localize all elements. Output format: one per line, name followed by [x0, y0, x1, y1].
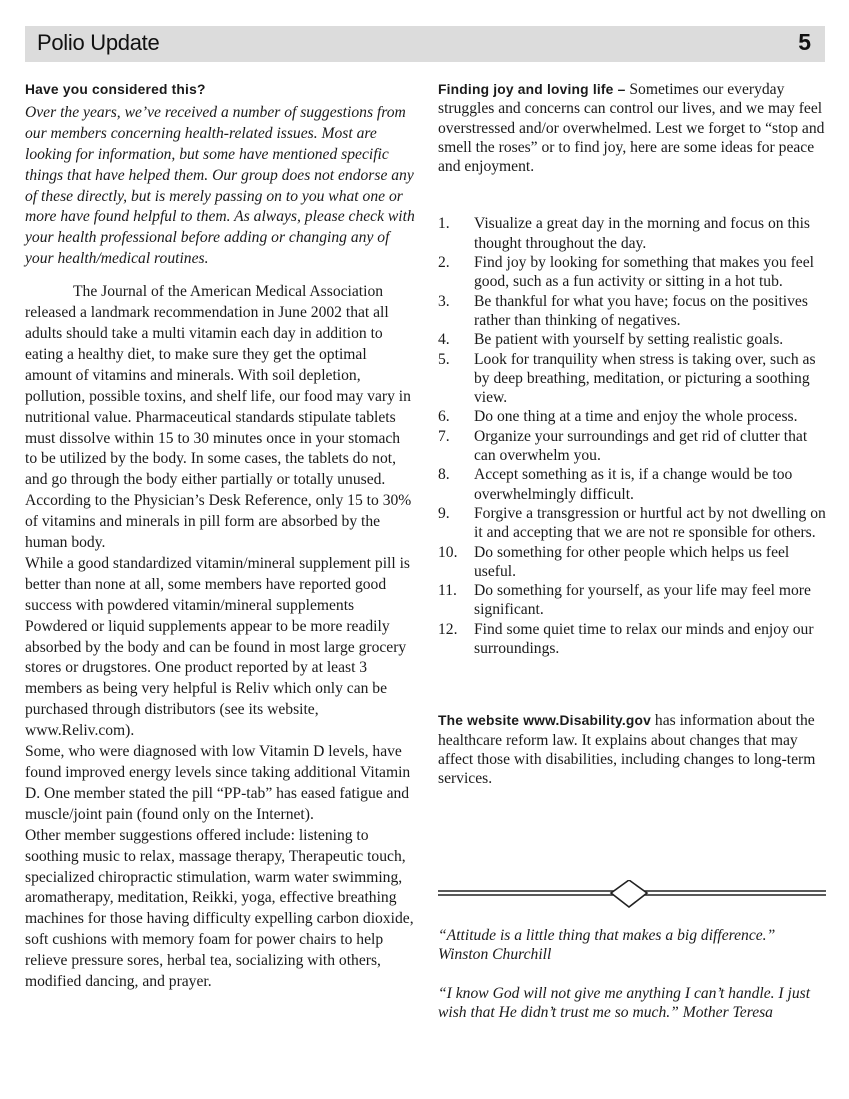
list-item: 1. Visualize a great day in the morning and focus on this thought throughout the day. [438, 215, 810, 252]
quotes-section [438, 926, 826, 1022]
list-item: 5. Look for tranquility when stress is taking over, such as by deep breathing, meditation, or picturing a soothing view. [438, 350, 816, 407]
joy-intro: Sometimes our everyday struggles and concerns can control our lives, and we may feel overstressed and/or overwhelmed. Lest we forget to “stop and smell the roses” or to find joy, here are some ideas for peace and enjoyment. [438, 81, 825, 176]
joy-paragraph [438, 80, 828, 176]
diamond-divider [438, 880, 826, 908]
list-item: 7. Organize your surroundings and get rid of clutter that can overwhelm you. [438, 427, 808, 465]
list-item: 12. Find some quiet time to relax our minds and enjoy our surroundings. [438, 620, 814, 658]
website-text: has information about the healthcare reform law. It explains about changes that may affect those with disabilities, including changes to long-term services. [438, 712, 816, 788]
list-item: 9. Forgive a transgression or hurtful act by not dwelling on it and accepting that we are not re sponsible for others. [438, 504, 826, 542]
body-paragraph-vitamin-d: Some, who were diagnosed with low Vitamin D levels, have found improved energy levels since taking additional Vitamin D. One member stated the pill “PP-tab” has eased fatigue and muscle/joint pain (found only on the Internet). [25, 743, 411, 823]
body-paragraph-supplements: While a good standardized vitamin/mineral supplement pill is better than none at all, some members have reported good success with powdered vitamin/mineral supplements Powdered or liquid supplements appear to be more readily absorbed by the body and can be found in most large grocery stores or drugstores. One product reported by at least 3 members as being very helpful is Reliv which only can be purchased through distributors (see its website, www.Reliv.com). [25, 554, 410, 740]
body-paragraph-jama: The Journal of the American Medical Association released a landmark recommendation in June 2002 that all adults should take a multi vitamin each day in addition to eating a healthy diet, to make sure they get the optimal amount of vitamins and minerals. With soil depletion, pollution, possible toxins, and shelf life, our food may vary in nutritional value. Pharmaceutical standards stipulate tablets must dissolve within 15 to 30 minutes once in your stomach to be utilized by the body. In some cases, the tablets do not, and go through the body either partially or totally unused. According to the Physician’s Desk Reference, only 15 to 30% of vitamins and minerals in pill form are absorbed by the human body. [25, 283, 412, 552]
intro-paragraph: Over the years, we’ve received a number of suggestions from our members concerning health-related issues. Most are looking for information, but some have mentioned specific things that have helped them. Our group does not endorse any of these directly, but is merely passing on to you what one or more have found helpful to them. As always, please check with your health professional before adding or changing any of your health/medical routines. [25, 103, 415, 268]
list-item: 3. Be thankful for what you have; focus on the positives rather than thinking of negatives. [438, 292, 808, 329]
quote-churchill: “Attitude is a little thing that makes a big difference.” Winston Churchill [438, 927, 776, 964]
list-item: 11. Do something for yourself, as your life may feel more significant. [438, 582, 811, 619]
joy-list [438, 214, 828, 658]
joy-heading: Finding joy and loving life – [438, 82, 626, 97]
page-header [25, 26, 825, 62]
quote-mother-teresa: “I know God will not give me anything I can’t handle. I just wish that He didn’t trust me so much.” Mother Teresa [438, 984, 811, 1021]
list-item: 6. Do one thing at a time and enjoy the whole process. [438, 408, 798, 426]
left-column [25, 80, 415, 993]
list-item: 4. Be patient with yourself by setting realistic goals. [438, 331, 784, 349]
list-item: 8. Accept something as it is, if a change would be too overwhelmingly difficult. [438, 466, 793, 503]
list-item: 2. Find joy by looking for something that makes you feel good, such as a fun activity or sitting in a hot tub. [438, 254, 814, 291]
page-number: 5 [798, 29, 811, 55]
newsletter-title: Polio Update [37, 30, 160, 55]
list-item: 10. Do something for other people which helps us feel useful. [438, 543, 790, 580]
section-heading-considered: Have you considered this? [25, 82, 206, 97]
website-heading: The website www.Disability.gov [438, 713, 651, 729]
website-paragraph [438, 711, 828, 788]
right-column [438, 80, 828, 789]
body-paragraph-suggestions: Other member suggestions offered include: listening to soothing music to relax, massage therapy, Therapeutic touch, specialized chiropractic stimulation, warm water swimming, aromatherapy, meditation, Reikki, yoga, effective breathing machines for those having difficulty expelling carbon dioxide, soft cushions with memory foam for power chairs to help relieve pressure sores, herbal tea, socializing with others, modified dancing, and prayer. [25, 826, 414, 991]
